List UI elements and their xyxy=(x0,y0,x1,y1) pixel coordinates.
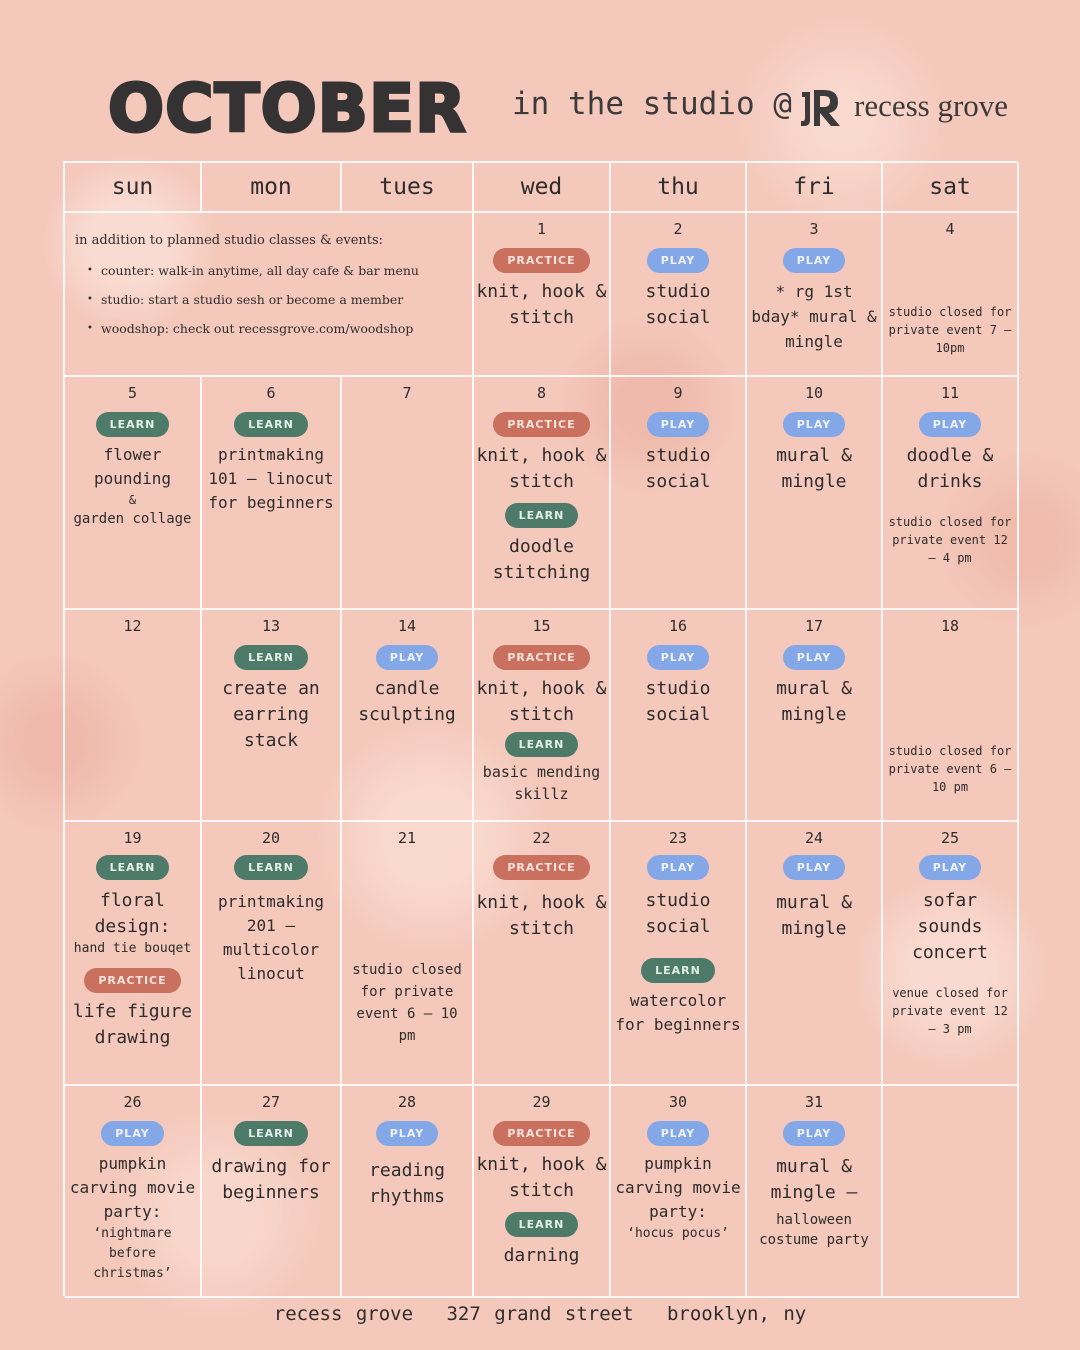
practice-badge: PRACTICE xyxy=(493,645,589,670)
day-cell-14[interactable] xyxy=(342,610,474,822)
day-number: 10 xyxy=(804,384,824,402)
day-cell-22[interactable] xyxy=(474,822,611,1086)
day-cell-2[interactable] xyxy=(611,213,747,377)
closed-note: studio closed for private event 6 – 10 pm xyxy=(352,962,462,1044)
intro-item: • studio: start a studio sesh or become a member xyxy=(89,285,419,314)
event-title: flower pounding xyxy=(93,445,172,488)
day-cell-29[interactable] xyxy=(474,1086,611,1298)
play-badge: PLAY xyxy=(783,248,846,273)
day-number: 22 xyxy=(532,829,551,847)
event-title: printmaking 101 – linocut for beginners xyxy=(208,445,334,512)
day-number: 14 xyxy=(397,617,417,635)
event-title: knit, hook & stitch xyxy=(476,445,607,492)
day-number: 5 xyxy=(127,384,138,402)
play-badge: PLAY xyxy=(783,645,846,670)
practice-badge: PRACTICE xyxy=(493,412,589,437)
learn-badge: LEARN xyxy=(96,855,170,880)
play-badge: PLAY xyxy=(647,645,710,670)
recess-grove-logo-icon xyxy=(798,86,844,130)
event-subtitle: ‘hocus pocus’ xyxy=(627,1226,729,1241)
event-title-secondary: doodle stitching xyxy=(492,536,591,583)
learn-badge: LEARN xyxy=(234,412,308,437)
day-cell-30[interactable] xyxy=(611,1086,747,1298)
day-cell-6[interactable] xyxy=(202,377,342,610)
day-number: 9 xyxy=(673,384,683,402)
empty-cell xyxy=(883,1086,1019,1298)
learn-badge: LEARN xyxy=(234,645,308,670)
header-subtitle: in the studio @ xyxy=(512,86,792,122)
intro-title: in addition to planned studio classes & events: xyxy=(75,233,384,248)
day-cell-3[interactable] xyxy=(747,213,883,377)
day-number: 19 xyxy=(123,829,142,847)
learn-badge: LEARN xyxy=(505,732,579,757)
event-title-secondary: garden collage xyxy=(73,511,192,527)
day-cell-18[interactable] xyxy=(883,610,1019,822)
event-title: candle sculpting xyxy=(358,678,456,725)
day-cell-8[interactable] xyxy=(474,377,611,610)
learn-badge: LEARN xyxy=(641,958,715,983)
event-title: knit, hook & stitch xyxy=(476,678,607,725)
event-title: mural & mingle xyxy=(776,892,852,939)
day-number: 30 xyxy=(668,1093,688,1111)
day-number: 15 xyxy=(532,617,551,635)
day-cell-31[interactable] xyxy=(747,1086,883,1298)
day-cell-23[interactable] xyxy=(611,822,747,1086)
day-number: 4 xyxy=(945,220,955,238)
day-number: 21 xyxy=(397,829,417,847)
day-number: 28 xyxy=(397,1093,417,1111)
day-cell-5[interactable] xyxy=(65,377,202,610)
dayname-wed: wed xyxy=(474,163,611,213)
dayname-fri: fri xyxy=(747,163,883,213)
event-amp: & xyxy=(128,493,137,507)
play-badge: PLAY xyxy=(783,1121,846,1146)
brand-name: recess grove xyxy=(854,88,1009,123)
day-cell-10[interactable] xyxy=(747,377,883,610)
day-cell-4[interactable] xyxy=(883,213,1019,377)
day-cell-19[interactable] xyxy=(65,822,202,1086)
closed-note: studio closed for private event 12 – 4 pm xyxy=(888,515,1012,565)
header xyxy=(0,0,1080,160)
learn-badge: LEARN xyxy=(96,412,170,437)
day-cell-24[interactable] xyxy=(747,822,883,1086)
event-title: printmaking 201 – multicolor linocut xyxy=(218,892,324,983)
play-badge: PLAY xyxy=(647,1121,710,1146)
intro-list xyxy=(75,256,419,343)
day-cell-9[interactable] xyxy=(611,377,747,610)
event-title: studio social xyxy=(645,281,711,328)
event-title-secondary: darning xyxy=(503,1245,580,1266)
event-title: knit, hook & stitch xyxy=(476,1154,607,1201)
day-number: 25 xyxy=(940,829,960,847)
play-badge: PLAY xyxy=(376,1121,439,1146)
practice-badge: PRACTICE xyxy=(84,968,180,993)
event-title: knit, hook & stitch xyxy=(476,281,607,328)
day-cell-20[interactable] xyxy=(202,822,342,1086)
closed-note: venue closed for private event 12 – 3 pm xyxy=(892,986,1008,1036)
play-badge: PLAY xyxy=(783,412,846,437)
calendar-grid xyxy=(63,161,1017,1296)
day-number: 27 xyxy=(261,1093,281,1111)
day-cell-13[interactable] xyxy=(202,610,342,822)
dayname-mon: mon xyxy=(202,163,342,213)
event-title: reading rhythms xyxy=(369,1160,445,1207)
intro-note xyxy=(65,213,474,377)
event-title-secondary: watercolor for beginners xyxy=(615,991,741,1034)
event-title: mural & mingle xyxy=(776,678,852,725)
play-badge: PLAY xyxy=(647,855,710,880)
event-title: floral design: xyxy=(94,890,171,937)
day-cell-7[interactable] xyxy=(342,377,474,610)
day-cell-27[interactable] xyxy=(202,1086,342,1298)
event-title: pumpkin carving movie party: xyxy=(615,1154,741,1221)
play-badge: PLAY xyxy=(376,645,439,670)
learn-badge: LEARN xyxy=(505,1212,579,1237)
day-number: 17 xyxy=(804,617,824,635)
day-cell-25[interactable] xyxy=(883,822,1019,1086)
day-cell-17[interactable] xyxy=(747,610,883,822)
dayname-sun: sun xyxy=(65,163,202,213)
day-cell-11[interactable] xyxy=(883,377,1019,610)
event-subtitle: halloween costume party xyxy=(759,1212,869,1248)
day-number: 13 xyxy=(261,617,281,635)
day-number: 20 xyxy=(261,829,281,847)
day-number: 31 xyxy=(804,1093,824,1111)
day-number: 8 xyxy=(536,384,547,402)
event-title: * rg 1st bday* mural & mingle xyxy=(751,282,877,351)
day-cell-12[interactable] xyxy=(65,610,202,822)
day-number: 7 xyxy=(402,384,412,402)
footer xyxy=(0,1303,1080,1325)
closed-note: studio closed for private event 6 – 10 pm xyxy=(888,744,1012,794)
event-title: studio social xyxy=(645,890,711,937)
footer-address: 327 grand street xyxy=(446,1303,634,1325)
play-badge: PLAY xyxy=(647,248,710,273)
day-number: 11 xyxy=(940,384,960,402)
day-number: 2 xyxy=(673,220,683,238)
dayname-thu: thu xyxy=(611,163,747,213)
play-badge: PLAY xyxy=(101,1121,164,1146)
learn-badge: LEARN xyxy=(234,1121,308,1146)
play-badge: PLAY xyxy=(783,855,846,880)
day-number: 6 xyxy=(266,384,276,402)
event-subtitle: hand tie bouqet xyxy=(73,941,192,956)
event-title: mural & mingle xyxy=(776,445,852,492)
practice-badge: PRACTICE xyxy=(493,855,589,880)
event-title: doodle & drinks xyxy=(906,445,994,492)
play-badge: PLAY xyxy=(919,412,982,437)
day-number: 24 xyxy=(804,829,824,847)
dayname-sat: sat xyxy=(883,163,1019,213)
intro-item: • counter: walk-in anytime, all day cafe & bar menu xyxy=(89,256,419,285)
day-number: 1 xyxy=(536,220,547,238)
event-title: drawing for beginners xyxy=(211,1156,331,1203)
event-title: studio social xyxy=(645,678,711,725)
closed-note: studio closed for private event 7 – 10pm xyxy=(888,305,1012,355)
day-cell-26[interactable] xyxy=(65,1086,202,1298)
dayname-tues: tues xyxy=(342,163,474,213)
day-number: 23 xyxy=(668,829,688,847)
event-title: knit, hook & stitch xyxy=(476,892,607,939)
learn-badge: LEARN xyxy=(505,503,579,528)
day-cell-28[interactable] xyxy=(342,1086,474,1298)
day-number: 12 xyxy=(123,617,142,635)
play-badge: PLAY xyxy=(647,412,710,437)
footer-city: brooklyn, ny xyxy=(666,1303,807,1325)
day-cell-21[interactable] xyxy=(342,822,474,1086)
practice-badge: PRACTICE xyxy=(493,248,589,273)
day-cell-1[interactable] xyxy=(474,213,611,377)
day-number: 26 xyxy=(123,1093,142,1111)
play-badge: PLAY xyxy=(919,855,982,880)
event-title: mural & mingle – xyxy=(770,1156,858,1203)
footer-name: recess grove xyxy=(273,1303,414,1325)
day-number: 16 xyxy=(668,617,688,635)
learn-badge: LEARN xyxy=(234,855,308,880)
day-number: 3 xyxy=(809,220,819,238)
event-title-secondary: basic mending skillz xyxy=(482,763,601,803)
day-cell-16[interactable] xyxy=(611,610,747,822)
event-title: sofar sounds concert xyxy=(912,890,988,963)
practice-badge: PRACTICE xyxy=(493,1121,589,1146)
month-title: OCTOBER xyxy=(108,70,467,147)
event-title: create an earring stack xyxy=(222,678,320,751)
event-title: studio social xyxy=(645,445,711,492)
event-title-secondary: life figure drawing xyxy=(72,1001,193,1048)
day-number: 29 xyxy=(532,1093,551,1111)
intro-item: • woodshop: check out recessgrove.com/woodshop xyxy=(89,314,419,343)
event-subtitle: ‘nightmare before christmas’ xyxy=(93,1226,172,1281)
day-cell-15[interactable] xyxy=(474,610,611,822)
day-number: 18 xyxy=(940,617,960,635)
event-title: pumpkin carving movie party: xyxy=(69,1154,196,1221)
